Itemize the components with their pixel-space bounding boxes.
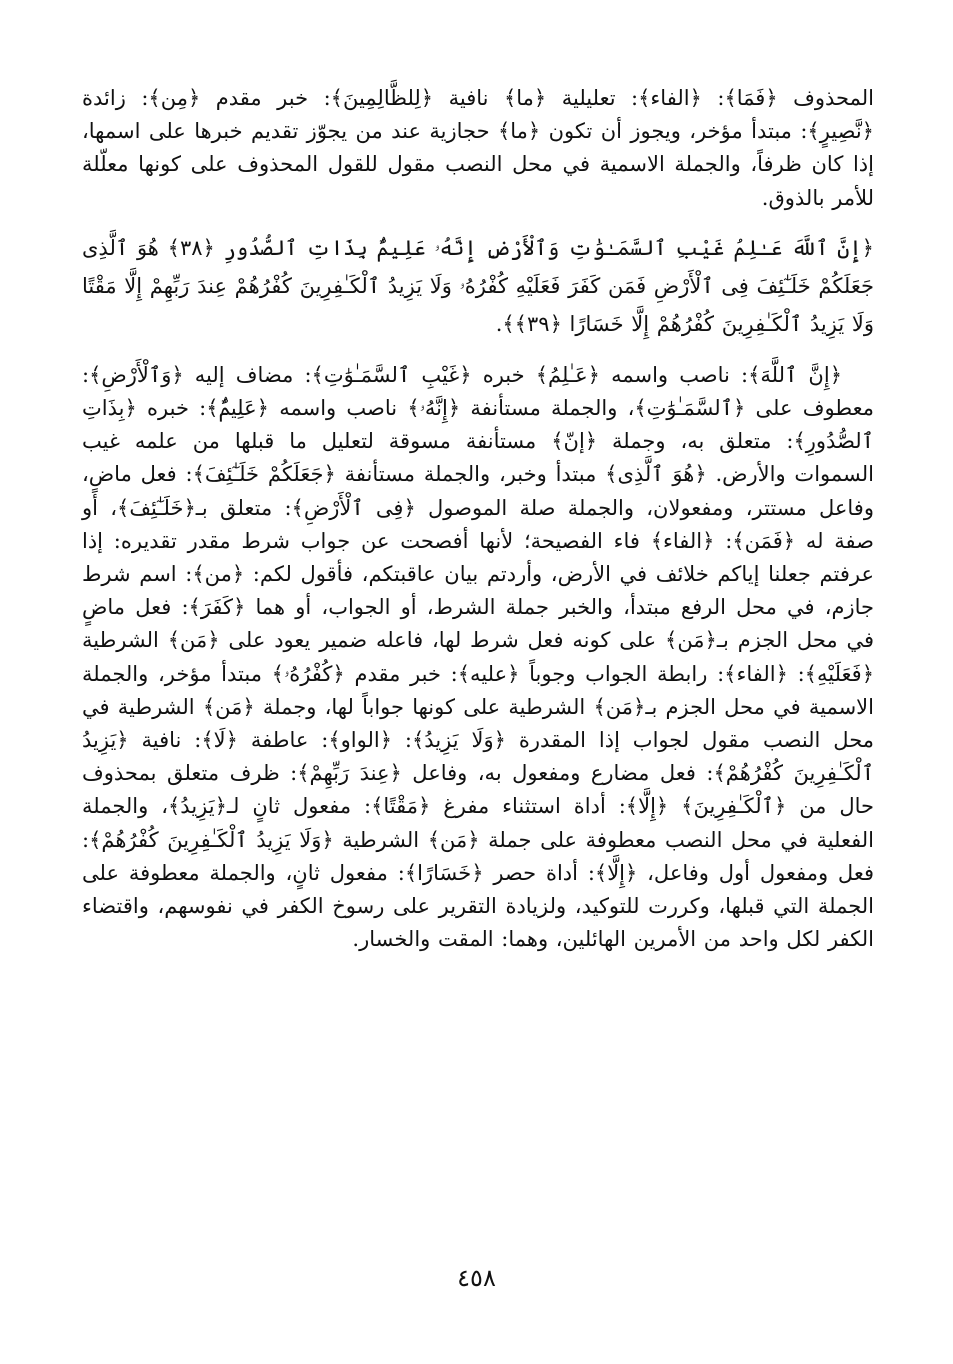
- quran-verse-paragraph: ﴿إِنَّ ٱللَّهَ عَـٰلِمُ غَيْبِ ٱلسَّمَـٰوَٰتِ وَٱلْأَرْضِ إِنَّهُۥ عَلِيمٌۢ بِذَاتِ ٱلصُّدُورِ ﴿٣٨﴾ هُوَ ٱلَّذِى جَعَلَكُمْ خَلَـٰٓئِفَ فِى ٱلْأَرْضِ فَمَن كَفَرَ فَعَلَيْهِ كُفْرُهُۥ وَلَا يَزِيدُ ٱلْكَـٰفِرِينَ كُفْرُهُمْ عِندَ رَبِّهِمْ إِلَّا مَقْتًا وَلَا يَزِيدُ ٱلْكَـٰفِرِينَ كُفْرُهُمْ إِلَّا خَسَارًا ﴿٣٩﴾﴾.: [82, 235, 874, 336]
- page-number: ٤٥٨: [457, 1264, 496, 1292]
- document-page: [82, 82, 874, 1312]
- intro-paragraph: المحذوف ﴿فَمَا﴾: ﴿الفاء﴾: تعليلية ﴿ما﴾ نافية ﴿لِلظَّالِمِينَ﴾: خبر مقدم ﴿مِن﴾: زائدة ﴿نَّصِيرٍ﴾: مبتدأ مؤخر، ويجوز أن تكون ﴿ما﴾ حجازية عند من يجوّز تقديم خبرها على اسمها، إذا كان ظرفاً، والجملة الاسمية في محل النصب مقول للقول المحذوف على كونها معلّلة للأمر بالذوق.: [82, 86, 874, 210]
- grammar-analysis-paragraph: ﴿إِنَّ ٱللَّهَ﴾: ناصب واسمه ﴿عَـٰلِمُ﴾ خبره ﴿غَيْبِ ٱلسَّمَـٰوَٰتِ﴾: مضاف إليه ﴿وَٱلْأَرْضِ﴾: معطوف على ﴿ٱلسَّمَـٰوَٰتِ﴾، والجملة مستأنفة ﴿إِنَّهُۥ﴾ ناصب واسمه ﴿عَلِيمٌۢ﴾: خبره ﴿بِذَاتِ ٱلصُّدُورِ﴾: متعلق به، وجملة ﴿إنّ﴾ مستأنفة مسوقة لتعليل ما قبلها من علمه غيب السموات والأرض. ﴿هُوَ ٱلَّذِى﴾ مبتدأ وخبر، والجملة مستأنفة ﴿جَعَلَكُمْ خَلَـٰٓئِفَ﴾: فعل ماضٍ، وفاعل مستتر، ومفعولان، والجملة صلة الموصول ﴿فِى ٱلْأَرْضِ﴾: متعلق بـ﴿خَلَـٰٓئِفَ﴾، أو صفة له ﴿فَمَن﴾: ﴿الفاء﴾ فاء الفصيحة؛ لأنها أفصحت عن جواب شرط مقدر تقديره: إذا عرفتم جعلنا إياكم خلائف في الأرض، وأردتم بيان عاقبتكم، فأقول لكم: ﴿من﴾: اسم شرط جازم، في محل الرفع مبتدأ، والخبر جملة الشرط، أو الجواب، أو هما ﴿كَفَرَ﴾: فعل ماضٍ في محل الجزم بـ﴿مَن﴾ على كونه فعل شرط لها، فاعله ضمير يعود على ﴿مَن﴾ الشرطية ﴿فَعَلَيْهِ﴾: ﴿الفاء﴾: رابطة الجواب وجوباً ﴿عليه﴾: خبر مقدم ﴿كُفْرُهُۥ﴾ مبتدأ مؤخر، والجملة الاسمية في محل الجزم بـ﴿مَن﴾ الشرطية على كونها جواباً لها، وجملة ﴿مَن﴾ الشرطية في محل النصب مقول لجواب إذا المقدرة ﴿وَلَا يَزِيدُ﴾: ﴿الواو﴾: عاطفة ﴿لَا﴾: نافية ﴿يَزِيدُ ٱلْكَـٰفِرِينَ كُفْرُهُمْ﴾: فعل مضارع ومفعول به، وفاعل ﴿عِندَ رَبِّهِمْ﴾: ظرف متعلق بمحذوف حال من ﴿ٱلْكَـٰفِرِينَ﴾ ﴿إِلَّا﴾: أداة استثناء مفرغ ﴿مَقْتًا﴾: مفعول ثانٍ لـ﴿يَزِيدُ﴾، والجملة الفعلية في محل النصب معطوفة على جملة ﴿مَن﴾ الشرطية ﴿وَلَا يَزِيدُ ٱلْكَـٰفِرِينَ كُفْرُهُمْ﴾: فعل ومفعول أول وفاعل، ﴿إِلَّا﴾: أداة حصر ﴿خَسَارًا﴾: مفعول ثانٍ، والجملة معطوفة على الجملة التي قبلها، وكررت للتوكيد، ولزيادة التقرير على رسوخ الكفر في نفوسهم، واقتضاء الكفر لكل واحد من الأمرين الهائلين، وهما: المقت والخسار.: [82, 362, 874, 952]
